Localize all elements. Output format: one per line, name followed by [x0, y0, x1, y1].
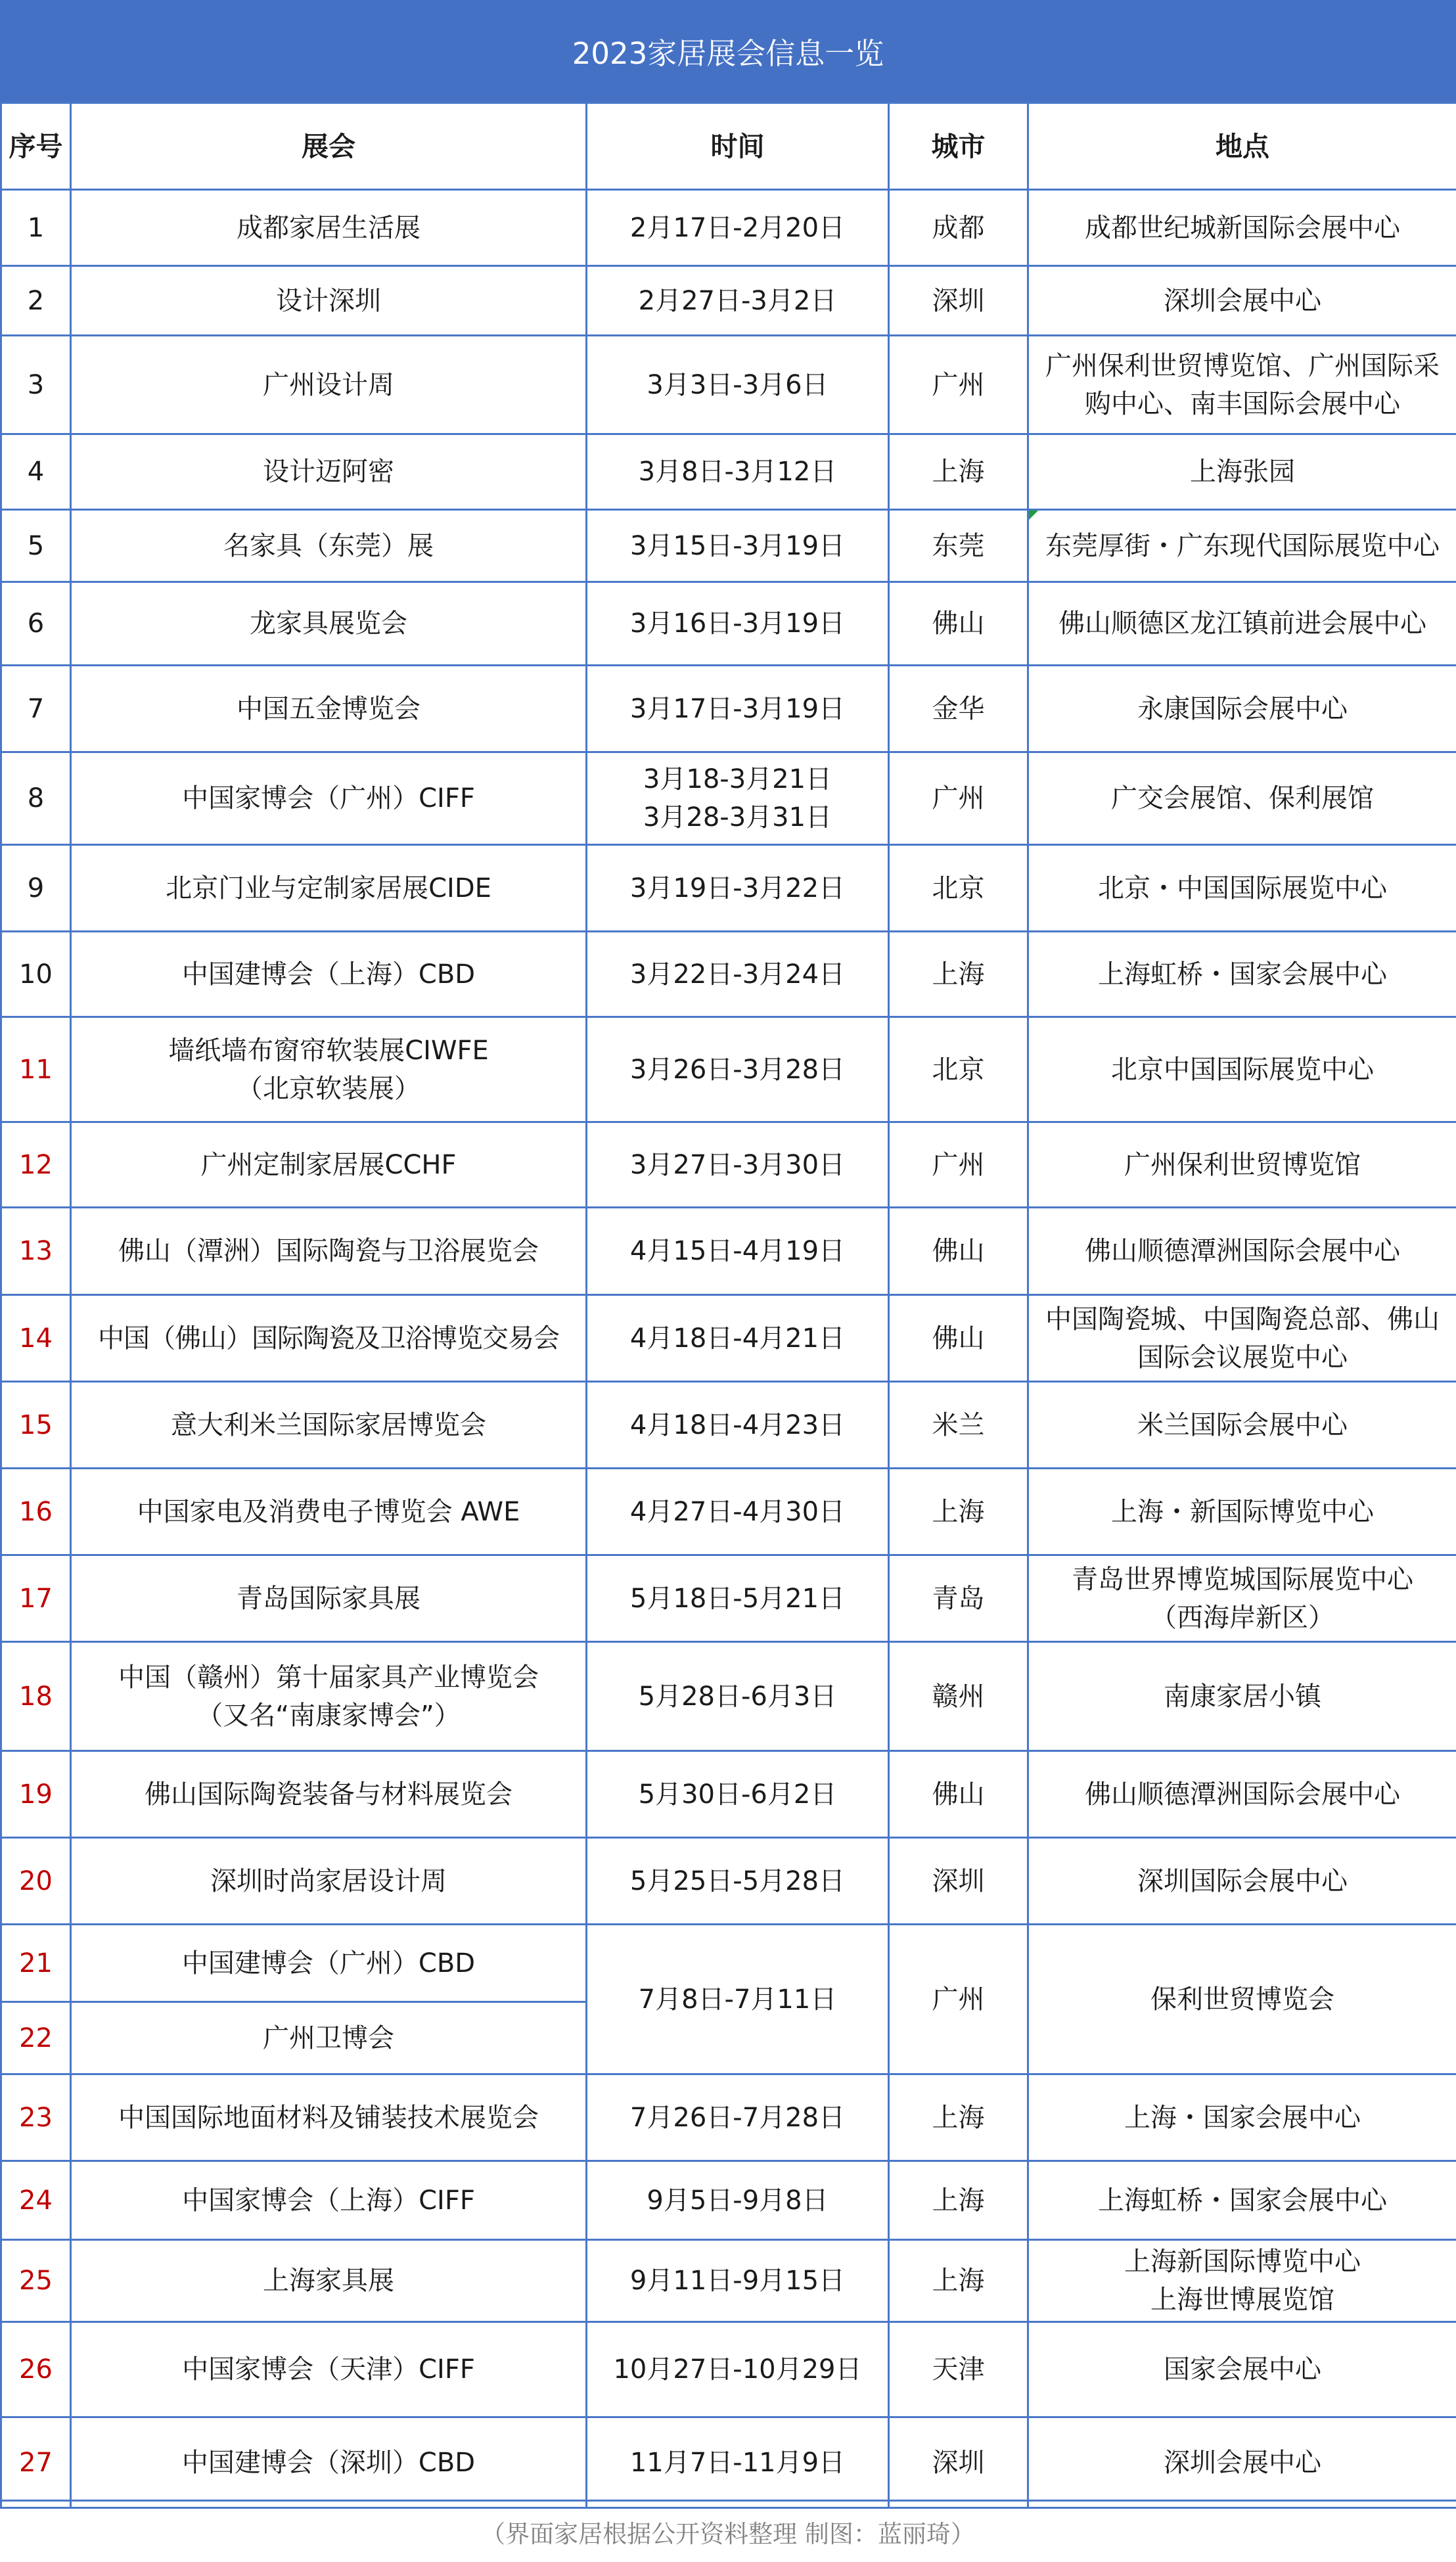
- event-venue: 米兰国际会展中心: [1028, 1382, 1456, 1469]
- row-number: 17: [1, 1555, 71, 1642]
- event-name: 上海家具展: [71, 2240, 587, 2322]
- event-venue: 深圳国际会展中心: [1028, 1838, 1456, 1925]
- event-name: 深圳时尚家居设计周: [71, 1838, 587, 1925]
- venue-line: 青岛世界博览城国际展览中心: [1072, 1564, 1413, 1595]
- row-number: 14: [1, 1295, 71, 1382]
- event-city: 赣州: [889, 1642, 1028, 1751]
- row-number: 3: [1, 336, 71, 434]
- row-number: 19: [1, 1751, 71, 1838]
- venue-text: 东莞厚街・广东现代国际展览中心: [1045, 530, 1440, 561]
- table-row: [1, 666, 1456, 752]
- event-venue: 上海・国家会展中心: [1028, 2074, 1456, 2161]
- event-venue: 南康家居小镇: [1028, 1642, 1456, 1751]
- events-table: [0, 102, 1456, 2509]
- event-date: 4月15日-4月19日: [587, 1208, 889, 1295]
- event-city: 青岛: [889, 1555, 1028, 1642]
- event-venue: 佛山顺德潭洲国际会展中心: [1028, 1208, 1456, 1295]
- table-row: [1, 932, 1456, 1017]
- event-name: 设计迈阿密: [71, 434, 587, 510]
- page-title: 2023家居展会信息一览: [0, 0, 1456, 102]
- event-venue: [1028, 2240, 1456, 2322]
- event-city: 广州: [889, 336, 1028, 434]
- header-num: 序号: [1, 103, 71, 190]
- event-name: [71, 1642, 587, 1751]
- table-row: [1, 1017, 1456, 1122]
- row-number: 24: [1, 2161, 71, 2240]
- event-date: 5月18日-5月21日: [587, 1555, 889, 1642]
- row-number: 1: [1, 190, 71, 266]
- event-venue: 上海虹桥・国家会展中心: [1028, 2161, 1456, 2240]
- event-date: 3月17日-3月19日: [587, 666, 889, 752]
- event-date: 4月18日-4月23日: [587, 1382, 889, 1469]
- event-name: 中国建博会（上海）CBD: [71, 932, 587, 1017]
- row-number: 20: [1, 1838, 71, 1925]
- row-number: 8: [1, 752, 71, 845]
- event-date: 3月19日-3月22日: [587, 845, 889, 932]
- event-date: 4月18日-4月21日: [587, 1295, 889, 1382]
- event-name: 广州卫博会: [71, 2002, 587, 2074]
- event-name: 龙家具展览会: [71, 582, 587, 666]
- event-city: 米兰: [889, 1382, 1028, 1469]
- event-venue: 永康国际会展中心: [1028, 666, 1456, 752]
- row-number: 12: [1, 1122, 71, 1208]
- event-city: 深圳: [889, 266, 1028, 336]
- table-row: [1, 1469, 1456, 1555]
- table-row: [1, 336, 1456, 434]
- event-venue: 上海张园: [1028, 434, 1456, 510]
- event-date: 5月28日-6月3日: [587, 1642, 889, 1751]
- row-number: 26: [1, 2322, 71, 2417]
- event-name: 中国建博会（深圳）CBD: [71, 2417, 587, 2508]
- table-row: [1, 2161, 1456, 2240]
- event-venue: 深圳会展中心: [1028, 2417, 1456, 2508]
- event-city: 广州: [889, 1122, 1028, 1208]
- event-line: （又名“南康家博会”）: [196, 1700, 461, 1731]
- table-row: [1, 190, 1456, 266]
- event-date: 4月27日-4月30日: [587, 1469, 889, 1555]
- event-name: 广州定制家居展CCHF: [71, 1122, 587, 1208]
- event-name: 成都家居生活展: [71, 190, 587, 266]
- event-city: 广州: [889, 1925, 1028, 2074]
- event-venue: 国家会展中心: [1028, 2322, 1456, 2417]
- event-date: 3月22日-3月24日: [587, 932, 889, 1017]
- event-venue: 广州保利世贸博览馆、广州国际采购中心、南丰国际会展中心: [1028, 336, 1456, 434]
- row-number: 9: [1, 845, 71, 932]
- event-line: 墙纸墙布窗帘软装展CIWFE: [168, 1035, 489, 1066]
- event-city: 北京: [889, 845, 1028, 932]
- header-event: 展会: [71, 103, 587, 190]
- event-date: 2月17日-2月20日: [587, 190, 889, 266]
- event-city: 成都: [889, 190, 1028, 266]
- venue-line: 上海世博展览馆: [1150, 2285, 1334, 2315]
- table-row: [1, 1122, 1456, 1208]
- header-row: [1, 103, 1456, 190]
- event-name: 中国国际地面材料及铺装技术展览会: [71, 2074, 587, 2161]
- header-city: 城市: [889, 103, 1028, 190]
- event-name: 广州设计周: [71, 336, 587, 434]
- event-date: 5月30日-6月2日: [587, 1751, 889, 1838]
- event-date: 3月8日-3月12日: [587, 434, 889, 510]
- event-city: 佛山: [889, 582, 1028, 666]
- event-venue: 广交会展馆、保利展馆: [1028, 752, 1456, 845]
- row-number: 25: [1, 2240, 71, 2322]
- date-line: 3月18-3月21日: [643, 764, 832, 794]
- event-venue: 成都世纪城新国际会展中心: [1028, 190, 1456, 266]
- table-row: [1, 1382, 1456, 1469]
- event-date: 7月8日-7月11日: [587, 1925, 889, 2074]
- event-city: 上海: [889, 2161, 1028, 2240]
- event-venue: 北京中国国际展览中心: [1028, 1017, 1456, 1122]
- event-name: 中国家博会（天津）CIFF: [71, 2322, 587, 2417]
- table-row: [1, 266, 1456, 336]
- event-name: 北京门业与定制家居展CIDE: [71, 845, 587, 932]
- row-number: 18: [1, 1642, 71, 1751]
- event-venue: 深圳会展中心: [1028, 266, 1456, 336]
- event-name: 设计深圳: [71, 266, 587, 336]
- event-city: 深圳: [889, 1838, 1028, 1925]
- table-row: [1, 1295, 1456, 1382]
- table-row: [1, 2240, 1456, 2322]
- event-name: 中国家博会（上海）CIFF: [71, 2161, 587, 2240]
- event-date: 9月5日-9月8日: [587, 2161, 889, 2240]
- header-venue: 地点: [1028, 103, 1456, 190]
- table-row: [1, 1838, 1456, 1925]
- row-number: 10: [1, 932, 71, 1017]
- row-number: 23: [1, 2074, 71, 2161]
- event-date: 7月26日-7月28日: [587, 2074, 889, 2161]
- table-row: [1, 2417, 1456, 2508]
- event-line: （北京软装展）: [237, 1073, 421, 1104]
- row-number: 5: [1, 510, 71, 582]
- row-number: 21: [1, 1925, 71, 2002]
- event-name: [71, 1017, 587, 1122]
- event-city: 佛山: [889, 1751, 1028, 1838]
- event-date: 9月11日-9月15日: [587, 2240, 889, 2322]
- event-venue: 保利世贸博览会: [1028, 1925, 1456, 2074]
- row-number: 7: [1, 666, 71, 752]
- table-row: [1, 2074, 1456, 2161]
- event-city: 佛山: [889, 1295, 1028, 1382]
- event-name: 中国家博会（广州）CIFF: [71, 752, 587, 845]
- event-date: 2月27日-3月2日: [587, 266, 889, 336]
- table-row: [1, 845, 1456, 932]
- event-name: 名家具（东莞）展: [71, 510, 587, 582]
- row-number: 2: [1, 266, 71, 336]
- event-city: 广州: [889, 752, 1028, 845]
- table-row: [1, 434, 1456, 510]
- event-city: 上海: [889, 2074, 1028, 2161]
- event-city: 金华: [889, 666, 1028, 752]
- table-row: [1, 1208, 1456, 1295]
- header-date: 时间: [587, 103, 889, 190]
- comment-marker-icon: [1029, 511, 1038, 520]
- event-city: 北京: [889, 1017, 1028, 1122]
- row-number: 11: [1, 1017, 71, 1122]
- event-date: 3月16日-3月19日: [587, 582, 889, 666]
- row-number: 4: [1, 434, 71, 510]
- row-number: 27: [1, 2417, 71, 2508]
- event-city: 天津: [889, 2322, 1028, 2417]
- event-date: 3月27日-3月30日: [587, 1122, 889, 1208]
- event-city: 佛山: [889, 1208, 1028, 1295]
- table-row: [1, 752, 1456, 845]
- event-name: 青岛国际家具展: [71, 1555, 587, 1642]
- venue-line: （西海岸新区）: [1150, 1602, 1334, 1633]
- table-row: [1, 1555, 1456, 1642]
- venue-line: 上海新国际博览中心: [1124, 2247, 1361, 2277]
- table-row: [1, 2322, 1456, 2417]
- event-date: 3月3日-3月6日: [587, 336, 889, 434]
- event-name: 佛山（潭洲）国际陶瓷与卫浴展览会: [71, 1208, 587, 1295]
- event-date: 5月25日-5月28日: [587, 1838, 889, 1925]
- event-venue: [1028, 510, 1456, 582]
- event-city: 上海: [889, 932, 1028, 1017]
- table-row: [1, 1751, 1456, 1838]
- event-venue: 佛山顺德潭洲国际会展中心: [1028, 1751, 1456, 1838]
- event-venue: 北京・中国国际展览中心: [1028, 845, 1456, 932]
- source-note: （界面家居根据公开资料整理 制图：蓝丽琦）: [0, 2500, 1456, 2562]
- table-row: [1, 1642, 1456, 1751]
- event-venue: 上海・新国际博览中心: [1028, 1469, 1456, 1555]
- event-name: 中国（佛山）国际陶瓷及卫浴博览交易会: [71, 1295, 587, 1382]
- event-city: 上海: [889, 434, 1028, 510]
- event-date: 3月26日-3月28日: [587, 1017, 889, 1122]
- event-date: 3月15日-3月19日: [587, 510, 889, 582]
- date-line: 3月28-3月31日: [643, 802, 832, 833]
- row-number: 15: [1, 1382, 71, 1469]
- event-name: 意大利米兰国际家居博览会: [71, 1382, 587, 1469]
- row-number: 13: [1, 1208, 71, 1295]
- event-name: 中国五金博览会: [71, 666, 587, 752]
- event-line: 中国（赣州）第十届家具产业博览会: [118, 1662, 539, 1693]
- event-name: 中国建博会（广州）CBD: [71, 1925, 587, 2002]
- table-row: [1, 1925, 1456, 2002]
- event-name: 佛山国际陶瓷装备与材料展览会: [71, 1751, 587, 1838]
- table-row: [1, 582, 1456, 666]
- event-city: 上海: [889, 1469, 1028, 1555]
- event-date: [587, 752, 889, 845]
- row-number: 22: [1, 2002, 71, 2074]
- event-city: 深圳: [889, 2417, 1028, 2508]
- table-row: [1, 510, 1456, 582]
- event-city: 东莞: [889, 510, 1028, 582]
- event-venue: 上海虹桥・国家会展中心: [1028, 932, 1456, 1017]
- event-date: 10月27日-10月29日: [587, 2322, 889, 2417]
- event-date: 11月7日-11月9日: [587, 2417, 889, 2508]
- event-venue: [1028, 1555, 1456, 1642]
- event-venue: 中国陶瓷城、中国陶瓷总部、佛山国际会议展览中心: [1028, 1295, 1456, 1382]
- event-venue: 广州保利世贸博览馆: [1028, 1122, 1456, 1208]
- event-city: 上海: [889, 2240, 1028, 2322]
- row-number: 16: [1, 1469, 71, 1555]
- event-name: 中国家电及消费电子博览会 AWE: [71, 1469, 587, 1555]
- row-number: 6: [1, 582, 71, 666]
- event-venue: 佛山顺德区龙江镇前进会展中心: [1028, 582, 1456, 666]
